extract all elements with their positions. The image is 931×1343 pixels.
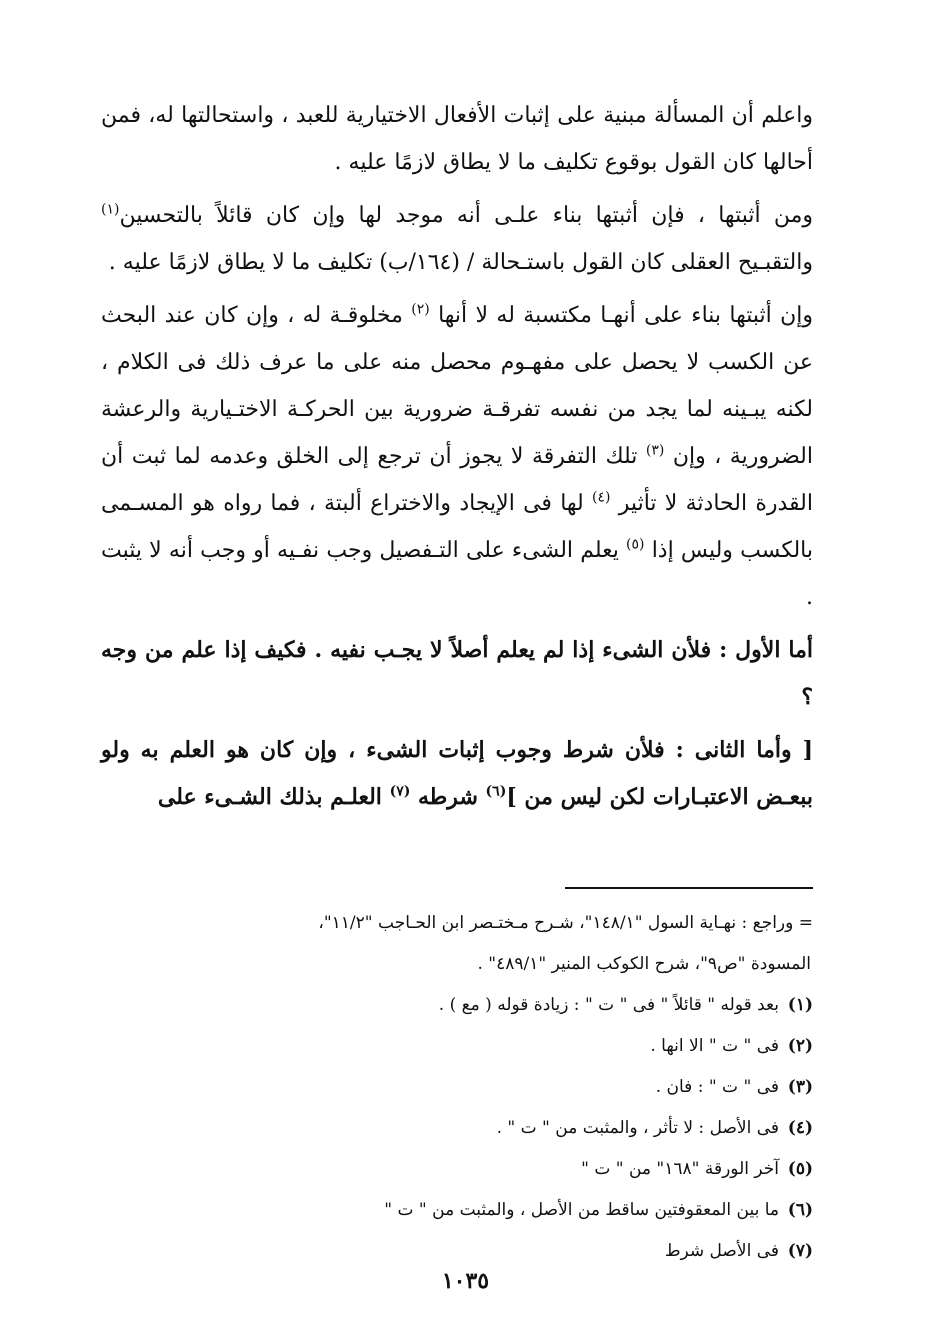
paragraph-5 bbox=[101, 727, 813, 821]
footnote-4 bbox=[101, 1108, 813, 1149]
footnotes bbox=[101, 903, 813, 1272]
footnote-text: آخر الورقة "١٦٨" من " ت " bbox=[581, 1159, 779, 1179]
paragraph-2 bbox=[101, 192, 813, 286]
paragraph-4 bbox=[101, 627, 813, 721]
footnote-ref-4: (٤) bbox=[592, 489, 611, 506]
footnote-continuation-line-1: = وراجع : نهـاية السول "١٤٨/١"، شـرح مـختـصر ابن الحـاجب "١١/٢"، bbox=[318, 913, 813, 933]
paragraph-3-text-e: يعلم الشىء على التـفصيل وجب نفـيه أو وجب أنه لا يثبت . bbox=[101, 538, 813, 610]
footnote-2 bbox=[101, 1026, 813, 1067]
footnote-number: (٢) bbox=[787, 1036, 813, 1056]
paragraph-2-text-b: والتقبـيح العقلى كان القول باستـحالة / (١٦٤/ب) تكليف ما لا يطاق لازمًا عليه . bbox=[108, 250, 813, 275]
footnote-number: (٣) bbox=[787, 1077, 813, 1097]
footnote-text: بعد قوله " قائلاً " فى " ت " : زيادة قوله ( مع ) . bbox=[438, 995, 779, 1015]
paragraph-3-text-b: مخلوقـة له ، وإن كان عند البحث عن الكسب لا يحصل على مفهـوم محصل منه على ما عرف ذلك فى الكلام ، لكنه يبـينه لما يجد من نفسه تفرقـة ضرورية بين الحركـة الاختـيارية والرعشة الضرورية ، وإن bbox=[101, 303, 813, 469]
paragraph-1 bbox=[101, 92, 813, 186]
paragraph-4-heading: أما الأول bbox=[735, 637, 813, 663]
footnote-7 bbox=[101, 1231, 813, 1272]
footnote-number: (٤) bbox=[787, 1118, 813, 1138]
paragraph-5-text-d: العلـم بذلك الشـىء على bbox=[157, 784, 390, 810]
paragraph-5-text-c: شرطه bbox=[410, 784, 486, 810]
footnote-3 bbox=[101, 1067, 813, 1108]
paragraph-3-text-a: وإن أثبتها بناء على أنهـا مكتسبة له لا أنها bbox=[429, 303, 813, 328]
paragraph-5-heading: [ وأما الثانى bbox=[694, 737, 813, 763]
footnote-ref-6: (٦) bbox=[485, 783, 507, 800]
footnote-ref-3: (٣) bbox=[645, 442, 665, 459]
footnote-1 bbox=[101, 985, 813, 1026]
footnote-number: (٧) bbox=[787, 1241, 813, 1261]
page-number: ١٠٣٥ bbox=[441, 1268, 490, 1294]
footnote-text: فى الأصل شرط bbox=[664, 1241, 779, 1261]
paragraph-3-text-c: تلك التفرقة لا يجوز أن ترجع إلى الخلق وعدمه لما ثبت أن القدرة الحادثة لا تأثير bbox=[101, 444, 813, 516]
paragraph-3-text-d: لها فى الإيجاد والاختراع ألبتة ، فما رواه هو المسـمى بالكسب وليس إذا bbox=[101, 491, 814, 563]
footnote-text: فى " ت " : فان . bbox=[655, 1077, 779, 1097]
paragraph-2-text-a: ومن أثبتها ، فإن أثبتها بناء علـى أنه موجد لها وإن كان قائلاً بالتحسين bbox=[119, 203, 813, 228]
paragraph-1-text: واعلم أن المسألة مبنية على إثبات الأفعال الاختيارية للعبد ، واستحالتها له، فمن أحالها كان القول بوقوع تكليف ما لا يطاق لازمًا عليه . bbox=[101, 103, 813, 175]
footnote-number: (١) bbox=[787, 995, 813, 1015]
paragraph-5-text-b: : فلأن شرط وجوب إثبات الشىء ، وإن كان هو العلم به ولو ببعـض الاعتبـارات لكن ليس من ] bbox=[101, 737, 813, 810]
footnote-6 bbox=[101, 1190, 813, 1231]
main-text bbox=[101, 92, 813, 827]
footnote-text: فى الأصل : لا تأثر ، والمثبت من " ت " . bbox=[496, 1118, 779, 1138]
footnote-text: ما بين المعقوفتين ساقط من الأصل ، والمثبت من " ت " bbox=[384, 1200, 779, 1220]
footnote-separator bbox=[565, 887, 813, 889]
footnote-ref-5: (٥) bbox=[626, 536, 645, 553]
footnote-ref-7: (٧) bbox=[389, 783, 411, 800]
paragraph-4-text: : فلأن الشىء إذا لم يعلم أصلاً لا يجـب نفيه . فكيف إذا علم من وجه ؟ bbox=[101, 637, 813, 710]
footnote-ref-2: (٢) bbox=[411, 301, 430, 318]
footnote-text: فى " ت " الا انها . bbox=[650, 1036, 779, 1056]
footnote-continuation-line-2: المسودة "ص٩"، شرح الكوكب المنير "٤٨٩/١" . bbox=[477, 954, 811, 974]
paragraph-3 bbox=[101, 292, 813, 621]
footnote-ref-1: (١) bbox=[101, 201, 120, 218]
footnote-number: (٦) bbox=[787, 1200, 813, 1220]
footnote-5 bbox=[101, 1149, 813, 1190]
footnote-number: (٥) bbox=[787, 1159, 813, 1179]
